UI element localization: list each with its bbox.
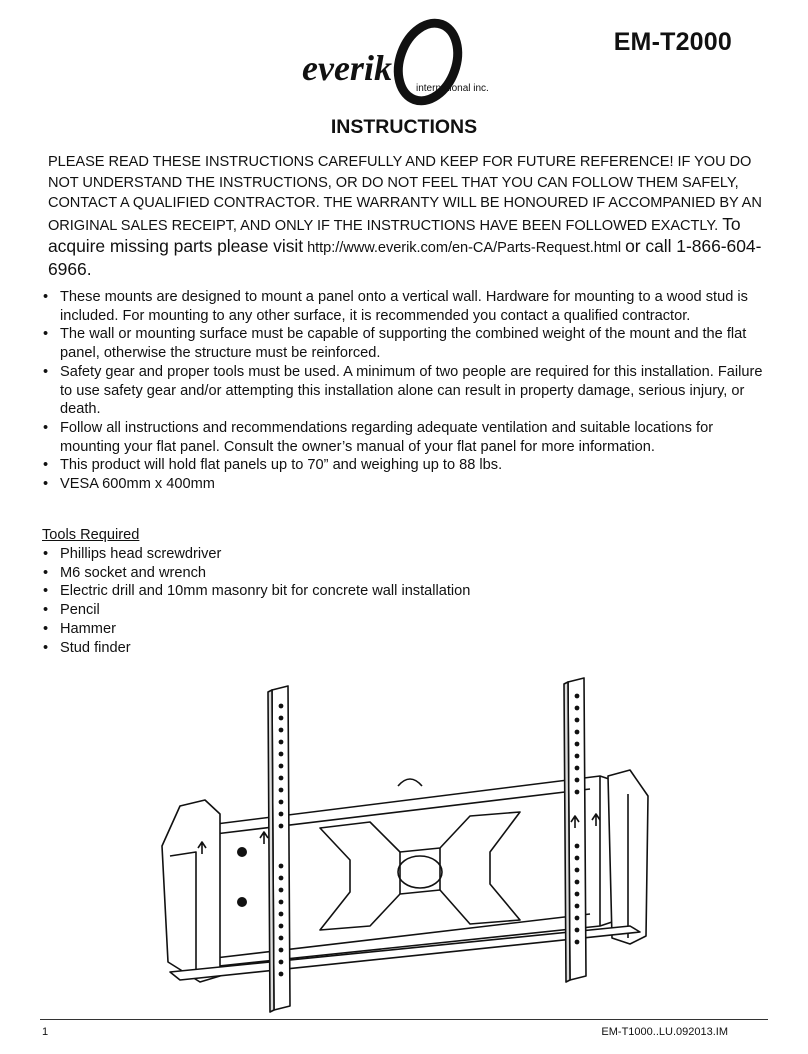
list-item: • These mounts are designed to mount a panel onto a vertical wall. Hardware for mounting to a wood stud is included. For mounting to any other surface, it is recommended you contact a qualified contractor.	[40, 288, 770, 325]
list-item: • Pencil	[40, 601, 640, 620]
list-item: • Phillips head screwdriver	[40, 545, 640, 564]
page-number: 1	[42, 1026, 49, 1038]
list-item: • Electric drill and 10mm masonry bit for concrete wall installation	[40, 582, 640, 601]
tools-list	[40, 545, 640, 657]
list-item: • Safety gear and proper tools must be used. A minimum of two people are required for this installation. Failure to use safety gear and/or attempting this installation alone can result in property damage, serious injury, or death.	[40, 363, 770, 419]
everik-logo-icon	[300, 14, 510, 116]
model-number: EM-T2000	[613, 28, 732, 56]
brand-subtitle: international inc.	[416, 83, 489, 94]
footer-divider	[40, 1019, 768, 1020]
list-item: • VESA 600mm x 400mm	[40, 475, 770, 494]
list-item: • Hammer	[40, 620, 640, 639]
parts-url[interactable]: http://www.everik.com/en-CA/Parts-Request.html	[307, 240, 622, 256]
list-item: • M6 socket and wrench	[40, 564, 640, 583]
list-item: • Follow all instructions and recommendations regarding adequate ventilation and suitable locations for mounting your flat panel. Consult the owner’s manual of your flat panel for more information.	[40, 419, 770, 456]
safety-list	[40, 288, 770, 494]
page-title: INSTRUCTIONS	[330, 116, 478, 138]
document-code: EM-T1000..LU.092013.IM	[601, 1026, 728, 1038]
list-item: • Stud finder	[40, 639, 640, 658]
warning-text: PLEASE READ THESE INSTRUCTIONS CAREFULLY AND KEEP FOR FUTURE REFERENCE! IF YOU DO NOT UNDERSTAND THE INSTRUCTIONS, OR DO NOT FEEL THAT YOU CAN FOLLOW THEM SAFELY, CONTACT A QUALIFIED CONTRACTOR. THE WARRANTY WILL BE HONOURED IF ACCOMPANIED BY AN ORIGINAL SALES RECEIPT, AND ONLY IF THE INSTRUCTIONS HAVE BEEN FOLLOWED EXACTLY.	[48, 154, 762, 234]
tools-heading: Tools Required	[42, 527, 140, 543]
acquire-text: To acquire missing parts please visit	[48, 213, 741, 256]
brand-name: everik	[302, 48, 392, 88]
list-item: • This product will hold flat panels up to 70” and weighing up to 88 lbs.	[40, 456, 770, 475]
intro-paragraph	[48, 152, 768, 281]
list-item: • The wall or mounting surface must be capable of supporting the combined weight of the mount and the flat panel, otherwise the structure must be reinforced.	[40, 325, 770, 362]
tv-mount-illustration-icon	[160, 676, 650, 1026]
phone-text: or call 1-866-604-6966.	[48, 236, 762, 279]
